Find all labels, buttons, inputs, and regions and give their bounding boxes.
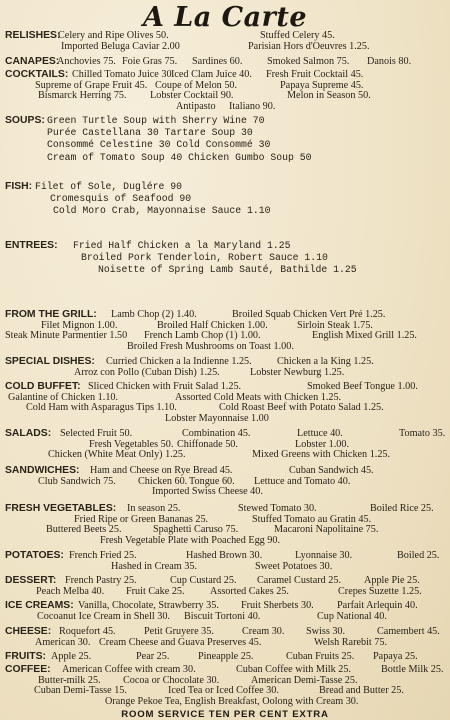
section-heading: SPECIAL DISHES: xyxy=(5,356,95,367)
menu-item: Broiled Pork Tenderloin, Robert Sauce 1.10 xyxy=(81,252,328,264)
menu-section-soups xyxy=(5,115,446,164)
menu-item: French Fried 25. xyxy=(69,550,137,561)
menu-line xyxy=(5,535,446,546)
section-heading: FRUITS: xyxy=(5,651,46,662)
menu-line xyxy=(5,586,446,597)
menu-item: Buttered Beets 25. xyxy=(46,524,122,536)
section-heading: SOUPS: xyxy=(5,115,45,126)
menu-item: Boiled Rice 25. xyxy=(370,503,434,514)
menu-item: Broiled Fresh Mushrooms on Toast 1.00. xyxy=(127,340,294,352)
menu-item: Tomato 35. xyxy=(399,428,446,439)
menu-line xyxy=(5,514,446,525)
menu-line xyxy=(5,392,446,403)
menu-item: Filet Mignon 1.00. xyxy=(41,319,118,331)
menu-line xyxy=(5,181,446,193)
menu-item: Cup Custard 25. xyxy=(170,575,237,586)
section-heading: COLD BUFFET: xyxy=(5,381,81,392)
menu-item: Foie Gras 75. xyxy=(122,56,178,67)
menu-item: Purée Castellana 30 Tartare Soup 30 xyxy=(47,127,253,139)
menu-item: Lobster Cocktail 90. xyxy=(150,90,234,102)
menu-item: French Pastry 25. xyxy=(65,575,137,586)
menu-line xyxy=(5,465,446,476)
menu-line xyxy=(5,193,446,205)
menu-item: Iced Tea or Iced Coffee 30. xyxy=(168,685,279,697)
menu-line xyxy=(5,367,446,378)
menu-item: Spaghetti Caruso 75. xyxy=(153,524,239,536)
menu-line xyxy=(5,402,446,413)
menu-item: Vanilla, Chocolate, Strawberry 35. xyxy=(78,600,219,611)
menu-item: Butter-milk 25. xyxy=(38,674,101,686)
menu-item: Fruit Cake 25. xyxy=(126,585,185,597)
menu-line xyxy=(5,696,446,707)
menu-item: Chiffonade 50. xyxy=(177,438,238,450)
menu-item: Lamb Chop (2) 1.40. xyxy=(111,309,197,320)
menu-item: American Coffee with cream 30. xyxy=(62,664,196,675)
section-heading: COFFEE: xyxy=(5,664,51,675)
menu-item: Lobster Newburg 1.25. xyxy=(250,366,345,378)
menu-line xyxy=(5,561,446,572)
menu-item: Parfait Arlequin 40. xyxy=(337,600,418,611)
menu-item: Tongue 60. xyxy=(189,475,235,487)
section-heading: SANDWICHES: xyxy=(5,465,80,476)
menu-line xyxy=(5,139,446,151)
menu-item: Noisette of Spring Lamb Sauté, Bathilde 1.25 xyxy=(98,264,357,276)
menu-item: Cuban Sandwich 45. xyxy=(289,465,374,476)
menu-line xyxy=(5,56,446,67)
menu-line xyxy=(5,611,446,622)
menu-section-canapes xyxy=(5,56,446,67)
menu-line xyxy=(5,503,446,514)
menu-item: Ham and Cheese on Rye Bread 45. xyxy=(90,465,233,476)
menu-item: In season 25. xyxy=(127,503,181,514)
menu-item: Cocoa or Chocolate 30. xyxy=(123,674,220,686)
menu-item: Sirloin Steak 1.75. xyxy=(297,319,373,331)
menu-item: Filet of Sole, Duglére 90 xyxy=(35,181,182,192)
menu-item: Anchovies 75. xyxy=(57,56,116,67)
menu-line xyxy=(5,675,446,686)
menu-item: Cuban Coffee with Milk 25. xyxy=(236,664,351,675)
menu-section-cocktails xyxy=(5,69,446,111)
section-heading: DESSERT: xyxy=(5,575,57,586)
menu-item: Iced Clam Juice 40. xyxy=(171,69,252,80)
menu-item: Sliced Chicken with Fruit Salad 1.25. xyxy=(88,381,242,392)
menu-line xyxy=(5,476,446,487)
menu-line xyxy=(5,600,446,611)
menu-line xyxy=(5,264,446,276)
menu-line xyxy=(5,428,446,439)
menu-item: Danois 80. xyxy=(367,56,412,67)
menu-section-special xyxy=(5,356,446,377)
menu-line xyxy=(5,550,446,561)
menu-section-fruits xyxy=(5,651,446,662)
menu-item: Arroz con Pollo (Cuban Dish) 1.25. xyxy=(74,366,220,378)
menu-section-sandwiches xyxy=(5,465,446,497)
menu-line xyxy=(5,252,446,264)
menu-item: Imported Swiss Cheese 40. xyxy=(152,486,263,498)
menu-item: Pineapple 25. xyxy=(198,651,254,662)
menu-item: Chilled Tomato Juice 30. xyxy=(72,69,175,80)
menu-line xyxy=(5,240,446,252)
menu-item: Selected Fruit 50. xyxy=(60,428,133,439)
menu-item: Fresh Fruit Cocktail 45. xyxy=(266,69,364,80)
menu-item: Stuffed Tomato au Gratin 45. xyxy=(252,513,372,525)
menu-item: Broiled Squab Chicken Vert Pré 1.25. xyxy=(232,309,386,320)
menu-line xyxy=(5,41,446,52)
menu-item: Lyonnaise 30. xyxy=(295,550,353,561)
menu-item: Hashed Brown 30. xyxy=(186,550,263,561)
menu-item: Caramel Custard 25. xyxy=(257,575,342,586)
menu-item: Steak Minute Parmentier 1.50 xyxy=(5,330,128,342)
menu-line xyxy=(5,664,446,675)
menu-item: Lobster Mayonnaise 1.00 xyxy=(165,412,269,424)
menu-line xyxy=(5,90,446,101)
menu-line xyxy=(5,30,446,41)
menu-item: Bismarck Herring 75. xyxy=(38,90,127,102)
menu-item: Curried Chicken a la Indienne 1.25. xyxy=(106,356,252,367)
menu-item: Cocoanut Ice Cream in Shell 30. xyxy=(37,610,170,622)
section-heading: COCKTAILS: xyxy=(5,69,69,80)
menu-item: Cuban Fruits 25. xyxy=(286,651,355,662)
menu-line xyxy=(5,80,446,91)
menu-line xyxy=(5,524,446,535)
menu-item: Hashed in Cream 35. xyxy=(111,560,198,572)
menu-item: Sweet Potatoes 30. xyxy=(255,560,333,572)
menu-item: Biscuit Tortoni 40. xyxy=(184,610,261,622)
menu-item: Fresh Vegetables 50. xyxy=(89,438,174,450)
menu-item: Cream 30. xyxy=(242,626,285,637)
menu-item: Galantine of Chicken 1.10. xyxy=(8,391,119,403)
menu-item: Celery and Ripe Olives 50. xyxy=(58,30,169,41)
menu-item: Coupe of Melon 50. xyxy=(155,79,238,91)
menu-item: Fried Ripe or Green Bananas 25. xyxy=(74,513,209,525)
menu-item: Cream of Tomato Soup 40 Chicken Gumbo Soup 50 xyxy=(47,151,312,163)
menu-section-vegetables xyxy=(5,503,446,545)
menu-item: Camembert 45. xyxy=(377,626,440,637)
menu-item: Assorted Cakes 25. xyxy=(210,585,289,597)
menu-section-dessert xyxy=(5,575,446,596)
menu-item: Smoked Salmon 75. xyxy=(267,56,350,67)
menu-item: Cup National 40. xyxy=(317,610,387,622)
menu-section-entrees xyxy=(5,240,446,277)
menu-item: Chicken 60. xyxy=(138,475,188,487)
menu-item: American 30. xyxy=(35,636,91,648)
menu-item: Roquefort 45. xyxy=(59,626,116,637)
menu-item: Cold Moro Crab, Mayonnaise Sauce 1.10 xyxy=(53,205,271,217)
menu-line xyxy=(5,575,446,586)
menu-item: Assorted Cold Meats with Chicken 1.25. xyxy=(175,391,342,403)
menu-item: Supreme of Grape Fruit 45. xyxy=(35,79,148,91)
menu-item: Mixed Greens with Chicken 1.25. xyxy=(252,449,391,461)
section-heading: FROM THE GRILL: xyxy=(5,309,97,320)
menu-item: Bottle Milk 25. xyxy=(381,664,444,675)
menu-item: Stewed Tomato 30. xyxy=(238,503,317,514)
menu-item: Papaya 25. xyxy=(373,651,418,662)
menu-line xyxy=(5,651,446,662)
menu-item: Fruit Sherbets 30. xyxy=(241,600,314,611)
menu-item: Orange Pekoe Tea, English Breakfast, Oolong with Cream 30. xyxy=(105,695,359,707)
menu-item: Antipasto xyxy=(176,100,216,112)
menu-item: Fried Half Chicken a la Maryland 1.25 xyxy=(73,240,291,251)
menu-line xyxy=(5,101,446,112)
menu-item: Apple Pie 25. xyxy=(364,575,420,586)
menu-item: Papaya Supreme 45. xyxy=(280,79,364,91)
menu-item: Lettuce 40. xyxy=(297,428,343,439)
section-heading: FRESH VEGETABLES: xyxy=(5,503,117,514)
menu-item: Peach Melba 40. xyxy=(36,585,105,597)
menu-item: Welsh Rarebit 75. xyxy=(314,636,388,648)
menu-item: Cream Cheese and Guava Preserves 45. xyxy=(99,636,262,648)
menu-item: Parisian Hors d'Oeuvres 1.25. xyxy=(248,40,370,52)
menu-item: Green Turtle Soup with Sherry Wine 70 xyxy=(47,115,265,126)
menu-line xyxy=(5,205,446,217)
menu-section-relishes xyxy=(5,30,446,51)
menu-line xyxy=(5,320,446,331)
menu-item: Fresh Vegetable Plate with Poached Egg 90. xyxy=(100,534,281,546)
menu-item: Pear 25. xyxy=(136,651,170,662)
menu-section-coffee xyxy=(5,664,446,706)
menu-item: Club Sandwich 75. xyxy=(38,475,116,487)
menu-section-potatoes xyxy=(5,550,446,571)
section-heading: ENTREES: xyxy=(5,240,58,251)
menu-item: Consommé Celestine 30 Cold Consommé 30 xyxy=(47,139,271,151)
section-heading: RELISHES: xyxy=(5,30,61,41)
menu-section-buffet xyxy=(5,381,446,423)
section-heading: SALADS: xyxy=(5,428,52,439)
menu-item: French Lamb Chop (1) 1.00. xyxy=(144,330,261,342)
menu-line xyxy=(5,449,446,460)
menu-line xyxy=(5,486,446,497)
menu-line xyxy=(5,381,446,392)
section-heading: CANAPES: xyxy=(5,56,60,67)
menu-item: American Demi-Tasse 25. xyxy=(251,674,358,686)
menu-item: Sardines 60. xyxy=(192,56,243,67)
menu-line xyxy=(5,115,446,127)
menu-line xyxy=(5,152,446,164)
menu-item: Bread and Butter 25. xyxy=(319,685,404,697)
menu-item: Swiss 30. xyxy=(306,626,346,637)
menu-line xyxy=(5,685,446,696)
menu-item: English Mixed Grill 1.25. xyxy=(312,330,417,342)
menu-item: Macaroni Napolitaine 75. xyxy=(274,524,379,536)
menu-item: Italiano 90. xyxy=(229,100,276,112)
menu-item: Crepes Suzette 1.25. xyxy=(338,585,422,597)
menu-line xyxy=(5,330,446,341)
menu-item: Melon in Season 50. xyxy=(287,90,371,102)
room-service-note: ROOM SERVICE TEN PER CENT EXTRA xyxy=(121,709,329,720)
menu-section-grill xyxy=(5,309,446,351)
section-heading: FISH: xyxy=(5,181,33,192)
section-heading: CHEESE: xyxy=(5,626,52,637)
menu-line xyxy=(5,356,446,367)
menu-line xyxy=(5,309,446,320)
menu-item: Chicken (White Meat Only) 1.25. xyxy=(48,449,186,461)
menu-section-fish xyxy=(5,181,446,218)
menu-line xyxy=(5,127,446,139)
menu-section-cheese xyxy=(5,626,446,647)
menu-line xyxy=(5,439,446,450)
menu-item: Lettuce and Tomato 40. xyxy=(254,475,351,487)
menu-line xyxy=(5,626,446,637)
menu-item: Imported Beluga Caviar 2.00 xyxy=(61,40,180,52)
menu-item: Stuffed Celery 45. xyxy=(260,30,335,41)
menu-item: Cold Roast Beef with Potato Salad 1.25. xyxy=(219,402,384,414)
menu-item: Petit Gruyere 35. xyxy=(144,626,214,637)
menu-item: Smoked Beef Tongue 1.00. xyxy=(307,381,418,392)
menu-item: Lobster 1.00. xyxy=(295,438,350,450)
menu-section-salads xyxy=(5,428,446,460)
menu-item: Boiled 25. xyxy=(397,550,440,561)
menu-item: Combination 45. xyxy=(182,428,251,439)
menu-item: Cromesquis of Seafood 90 xyxy=(50,193,192,205)
menu-line xyxy=(5,69,446,80)
menu-item: Broiled Half Chicken 1.00. xyxy=(157,319,268,331)
section-heading: ICE CREAMS: xyxy=(5,600,74,611)
menu-item: Cuban Demi-Tasse 15. xyxy=(34,685,127,697)
menu-line xyxy=(5,413,446,424)
menu-title: A La Carte xyxy=(142,2,308,33)
menu-section-icecreams xyxy=(5,600,446,621)
menu-line xyxy=(5,637,446,648)
menu-line xyxy=(5,341,446,352)
menu-item: Chicken a la King 1.25. xyxy=(277,356,374,367)
section-heading: POTATOES: xyxy=(5,550,64,561)
menu-item: Cold Ham with Asparagus Tips 1.10. xyxy=(26,402,177,414)
menu-item: Apple 25. xyxy=(51,651,92,662)
